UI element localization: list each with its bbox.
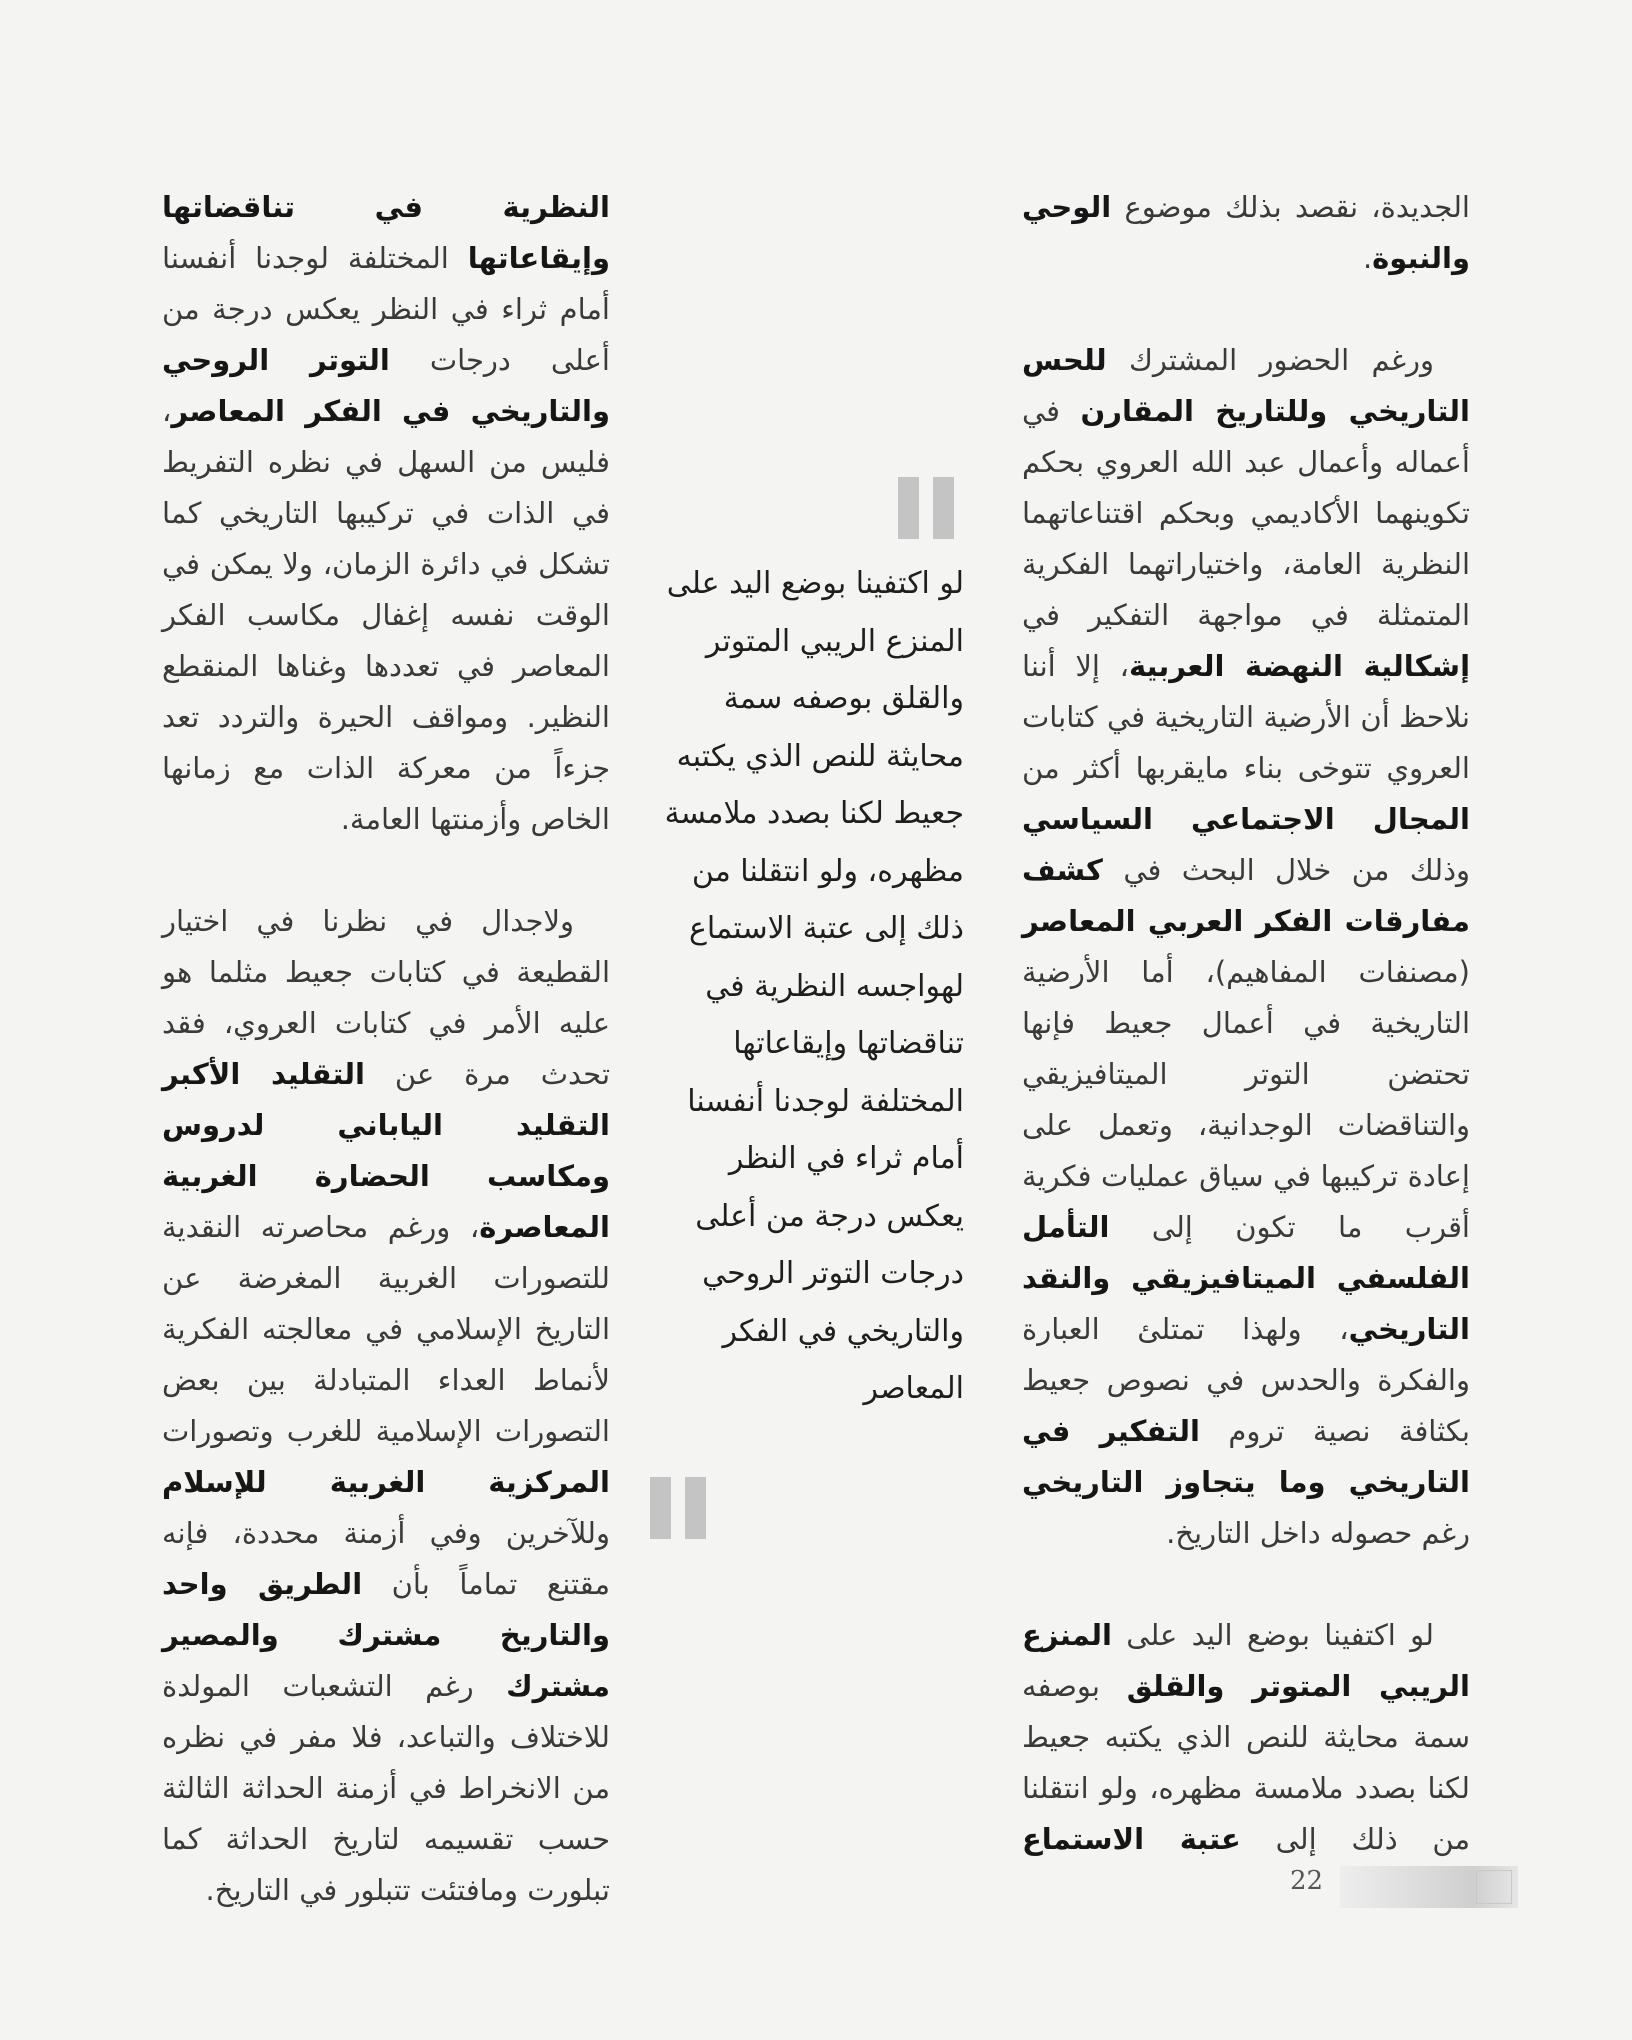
paragraph (162, 182, 610, 845)
body-text: الجديدة، نقصد بذلك موضوع (1111, 190, 1470, 224)
quote-close-icon (650, 1477, 706, 1539)
article-column-left (162, 182, 610, 1916)
body-text: رغم حصوله داخل التاريخ. (1166, 1516, 1470, 1550)
body-text: ولاجدال في نظرنا في اختيار القطيعة في كتابات جعيط مثلما هو عليه الأمر في كتابات العروي، فقد تحدث مرة عن (162, 904, 611, 1091)
bold-phrase: التقليد الأكبر التقليد الياباني لدروس ومكاسب الحضارة الغربية المعاصرة (162, 1057, 610, 1244)
paragraph (1022, 335, 1470, 1559)
body-text: ورغم الحضور المشترك (1106, 343, 1434, 377)
body-text: . (1362, 241, 1373, 275)
body-text: المختلفة لوجدنا أنفسنا أمام ثراء في النظر يعكس درجة من أعلى درجات (162, 241, 610, 377)
bold-phrase: التوتر الروحي والتاريخي في الفكر المعاصر (162, 343, 610, 428)
body-text: وذلك من خلال البحث في (1102, 853, 1470, 887)
body-text: ، ولهذا تمتلئ العبارة والفكرة والحدس في نصوص جعيط بكثافة نصية تروم (1022, 1312, 1470, 1448)
bold-phrase: التفكير في التاريخي وما يتجاوز التاريخي (1022, 1414, 1470, 1499)
bold-phrase: عتبة الاستماع (1022, 1822, 1241, 1856)
body-text: وللآخرين وفي أزمنة محددة، فإنه مقتنع تماماً بأن (162, 1516, 610, 1601)
pull-quote (664, 555, 964, 1418)
bold-phrase: المجال الاجتماعي السياسي (1022, 802, 1470, 836)
body-text: في أعماله وأعمال عبد الله العروي بحكم تكوينهما الأكاديمي وبحكم اقتناعاتهما النظرية العامة، واختياراتهما الفكرية المتمثلة في مواجهة التفكير في (1022, 394, 1470, 632)
bold-phrase: للحس التاريخي وللتاريخ المقارن (1022, 343, 1470, 428)
body-text: رغم التشعبات المولدة للاختلاف والتباعد، فلا مفر في نظره من الانخراط في أزمنة الحداثة الثالثة حسب تقسيمه لتاريخ الحداثة كما تبلورت ومافتئت تتبلور في التاريخ. (162, 1669, 610, 1907)
page-number: 22 (1290, 1866, 1324, 1896)
bold-phrase: التأمل الفلسفي الميتافيزيقي والنقد التاريخي (1022, 1210, 1470, 1346)
bold-phrase: إشكالية النهضة العربية (1128, 649, 1471, 683)
bold-phrase: الوحي والنبوة (1022, 190, 1470, 275)
pull-quote-text: لو اكتفينا بوضع اليد على المنزع الريبي المتوتر والقلق بوصفه سمة محايثة للنص الذي يكتبه جعيط لكنا بصدد ملامسة مظهره، ولو انتقلنا من ذلك إلى عتبة الاستماع لهواجسه النظرية في تناقضاتها وإيقاعاتها المختلفة لوجدنا أنفسنا أمام ثراء في النظر يعكس درجة من أعلى درجات التوتر الروحي والتاريخي في الفكر المعاصر (664, 566, 964, 1406)
bold-phrase: المركزية الغربية للإسلام (162, 1465, 610, 1499)
bold-phrase: كشف مفارقات الفكر العربي المعاصر (1022, 853, 1470, 938)
quote-open-icon (898, 477, 954, 539)
paragraph (162, 896, 610, 1916)
body-text: ، إلا أننا نلاحظ أن الأرضية التاريخية في كتابات العروي تتوخى بناء مايقربها أكثر من (1022, 649, 1470, 785)
paragraph (1022, 182, 1470, 284)
body-text: بوصفه سمة محايثة للنص الذي يكتبه جعيط لكنا بصدد ملامسة مظهره، ولو انتقلنا من ذلك إلى (1022, 1669, 1470, 1856)
body-text: ، فليس من السهل في نظره التفريط في الذات في تركيبها التاريخي كما تشكل في دائرة الزمان، ولا يمكن في الوقت نفسه إغفال مكاسب الفكر المعاصر في تعددها وغناها المنقطع النظير. ومواقف الحيرة والتردد تعد جزءاً من معركة الذات مع زمانها الخاص وأزمنتها العامة. (162, 394, 610, 836)
bold-phrase: النظرية في تناقضاتها وإيقاعاتها (162, 190, 610, 275)
body-text: لو اكتفينا بوضع اليد على (1111, 1618, 1434, 1652)
bold-phrase: المنزع الريبي المتوتر والقلق (1022, 1618, 1470, 1703)
article-column-right (1022, 182, 1470, 1916)
magazine-logo-icon (1340, 1866, 1518, 1908)
bold-phrase: الطريق واحد والتاريخ مشترك والمصير مشترك (162, 1567, 610, 1703)
body-text: (مصنفات المفاهيم)، أما الأرضية التاريخية في أعمال جعيط فإنها تحتضن التوتر الميتافيزيقي والتناقضات الوجدانية، وتعمل على إعادة تركيبها في سياق عمليات فكرية أقرب ما تكون إلى (1022, 955, 1470, 1244)
body-text: ، ورغم محاصرته النقدية للتصورات الغربية المغرضة عن التاريخ الإسلامي في معالجته الفكرية لأنماط العداء المتبادلة بين بعض التصورات الإسلامية للغرب وتصورات (162, 1210, 610, 1448)
